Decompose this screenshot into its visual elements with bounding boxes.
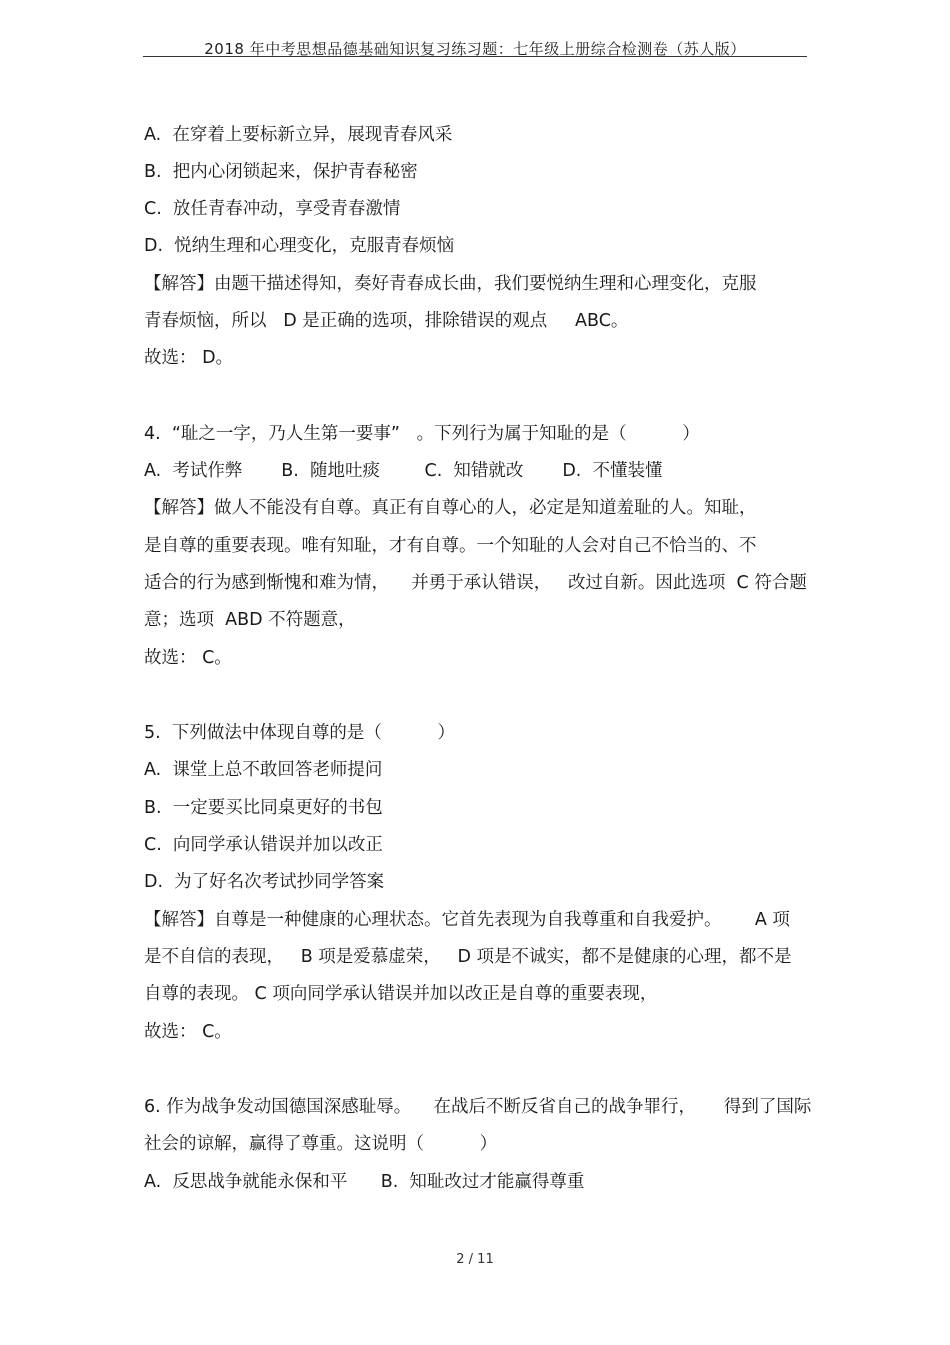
header-rule: [143, 56, 807, 57]
option-c-q5: C. 向同学承认错误并加以改正: [144, 835, 383, 855]
answer-q3-line1: 【解答】由题干描述得知，奏好青春成长曲，我们要悦纳生理和心理变化，克服: [144, 274, 757, 294]
answer-q5-line3: 自尊的表现。 C 项向同学承认错误并加以改正是自尊的重要表现，: [144, 984, 658, 1004]
option-a-q5: A. 课堂上总不敢回答老师提问: [144, 760, 383, 780]
answer-q5-line1: 【解答】自尊是一种健康的心理状态。它首先表现为自我尊重和自我爱护。 A 项: [144, 910, 790, 930]
answer-q4-line1: 【解答】做人不能没有自尊。真正有自尊心的人，必定是知道羞耻的人。知耻，: [144, 498, 757, 518]
option-a-q3: A. 在穿着上要标新立异，展现青春风采: [144, 125, 453, 145]
option-c-q3: C. 放任青春冲动，享受青春激情: [144, 199, 401, 219]
options-q4: A. 考试作弊 B. 随地吐痰 C. 知错就改 D. 不懂装懂: [144, 461, 663, 481]
page-number: 2 / 11: [456, 1252, 494, 1267]
question-5: 5. 下列做法中体现自尊的是（ ）: [144, 723, 455, 743]
option-b-q5: B. 一定要买比同桌更好的书包: [144, 798, 383, 818]
answer-q4-line2: 是自尊的重要表现。唯有知耻，才有自尊。一个知耻的人会对自己不恰当的、不: [144, 536, 757, 556]
option-d-q3: D. 悦纳生理和心理变化，克服青春烦恼: [144, 236, 455, 256]
choice-q4: 故选： C。: [144, 648, 232, 668]
choice-q3: 故选： D。: [144, 348, 234, 368]
question-6-line1: 6. 作为战争发动国德国深感耻辱。 在战后不断反省自己的战争罪行， 得到了国际: [144, 1097, 812, 1117]
choice-q5: 故选： C。: [144, 1022, 232, 1042]
option-b-q3: B. 把内心闭锁起来，保护青春秘密: [144, 162, 418, 182]
answer-q5-line2: 是不自信的表现， B 项是爱慕虚荣， D 项是不诚实，都不是健康的心理，都不是: [144, 947, 792, 967]
answer-q3-line2: 青春烦恼，所以 D 是正确的选项，排除错误的观点 ABC。: [144, 311, 629, 331]
question-6-line2: 社会的谅解，赢得了尊重。这说明（ ）: [144, 1134, 498, 1154]
answer-q4-line4: 意；选项 ABD 不符题意，: [144, 610, 356, 630]
running-header: 2018 年中考思想品德基础知识复习练习题：七年级上册综合检测卷（苏人版）: [204, 40, 746, 58]
options-q6: A. 反思战争就能永保和平 B. 知耻改过才能赢得尊重: [144, 1172, 585, 1192]
answer-q4-line3: 适合的行为感到惭愧和难为情， 并勇于承认错误， 改过自新。因此选项 C 符合题: [144, 573, 807, 593]
option-d-q5: D. 为了好名次考试抄同学答案: [144, 872, 385, 892]
question-4: 4. “耻之一字，乃人生第一要事” 。下列行为属于知耻的是（ ）: [144, 424, 700, 444]
